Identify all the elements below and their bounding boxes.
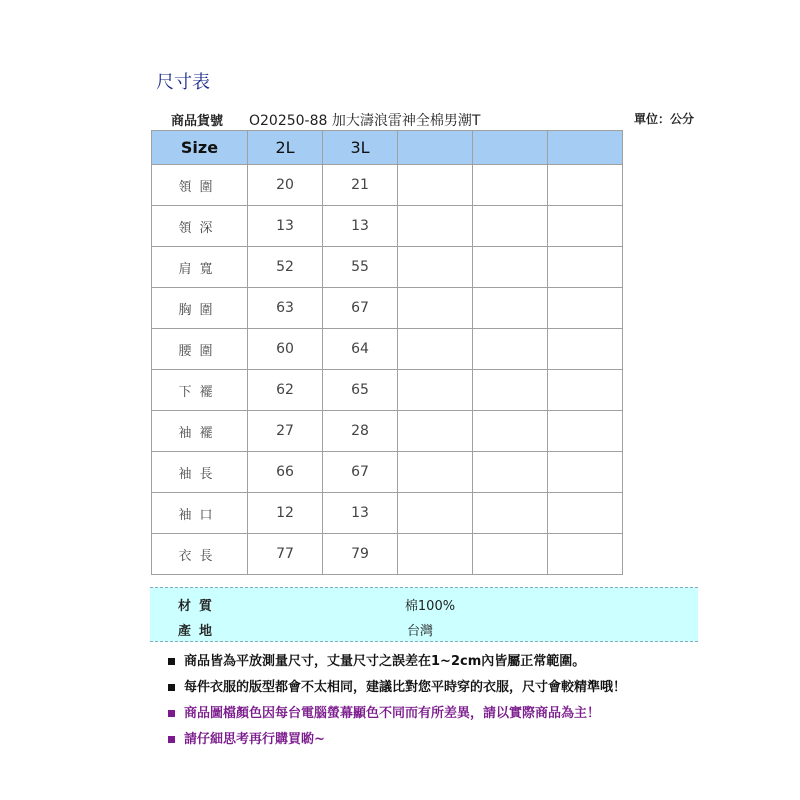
table-cell: [473, 452, 548, 493]
table-row: [152, 452, 623, 493]
material-value: 棉100%: [404, 599, 456, 614]
table-cell: 13: [323, 206, 398, 247]
table-cell: [473, 165, 548, 206]
measurement-name: 領圍: [152, 165, 248, 206]
table-cell: [473, 206, 548, 247]
table-row: [152, 288, 623, 329]
measurement-name: 領深: [152, 206, 248, 247]
table-row: [152, 411, 623, 452]
table-cell: [548, 370, 623, 411]
table-row: [152, 247, 623, 288]
table-cell: [398, 206, 473, 247]
table-cell: [398, 411, 473, 452]
header-cell: [398, 131, 473, 165]
table-cell: 21: [323, 165, 398, 206]
table-cell: [398, 370, 473, 411]
size-table: [151, 130, 623, 575]
table-cell: 28: [323, 411, 398, 452]
header-cell: 3L: [323, 131, 398, 165]
table-cell: 13: [323, 493, 398, 534]
table-cell: [548, 165, 623, 206]
measurement-name: 袖襬: [152, 411, 248, 452]
table-cell: [473, 411, 548, 452]
table-cell: 52: [248, 247, 323, 288]
size-table-header: [152, 131, 623, 165]
table-cell: [398, 329, 473, 370]
table-cell: 62: [248, 370, 323, 411]
table-cell: 67: [323, 452, 398, 493]
header-cell: 2L: [248, 131, 323, 165]
table-cell: 63: [248, 288, 323, 329]
bullet-square-icon: [168, 684, 175, 691]
table-cell: [398, 165, 473, 206]
table-cell: 66: [248, 452, 323, 493]
material-label: 材質: [178, 599, 221, 614]
table-row: [152, 534, 623, 575]
table-cell: [548, 329, 623, 370]
bullet-square-icon: [168, 658, 175, 665]
measurement-name: 衣長: [152, 534, 248, 575]
table-cell: 20: [248, 165, 323, 206]
table-cell: 67: [323, 288, 398, 329]
table-cell: 65: [323, 370, 398, 411]
table-cell: [473, 534, 548, 575]
table-cell: [473, 493, 548, 534]
measurement-name: 肩寬: [152, 247, 248, 288]
table-row: [152, 329, 623, 370]
note-text: 商品圖檔顏色因每台電腦螢幕顯色不同而有所差異，請以實際商品為主！: [184, 706, 601, 721]
table-cell: 12: [248, 493, 323, 534]
table-cell: 13: [248, 206, 323, 247]
table-cell: [398, 288, 473, 329]
measurement-name: 下襬: [152, 370, 248, 411]
table-cell: [548, 534, 623, 575]
table-row: [152, 370, 623, 411]
table-cell: [398, 452, 473, 493]
page-title: 尺寸表: [156, 72, 210, 93]
table-cell: 60: [248, 329, 323, 370]
note-text: 商品皆為平放測量尺寸，丈量尺寸之誤差在1~2cm內皆屬正常範圍。: [184, 654, 586, 669]
table-cell: [548, 247, 623, 288]
origin-value: 台灣: [406, 624, 433, 639]
origin-label: 產地: [178, 624, 221, 639]
note-text: 每件衣服的版型都會不太相同，建議比對您平時穿的衣服，尺寸會較精準哦！: [184, 680, 627, 695]
table-cell: 64: [323, 329, 398, 370]
table-cell: [398, 534, 473, 575]
note-text: 請仔細思考再行購買喲~: [184, 732, 325, 747]
table-cell: [548, 452, 623, 493]
material-origin-panel: [150, 587, 698, 642]
unit-label: 單位：公分: [634, 112, 695, 126]
measurement-name: 袖長: [152, 452, 248, 493]
table-cell: [473, 288, 548, 329]
table-cell: [473, 329, 548, 370]
table-cell: [548, 288, 623, 329]
measurement-name: 腰圍: [152, 329, 248, 370]
measurement-name: 袖口: [152, 493, 248, 534]
bullet-square-icon: [168, 710, 175, 717]
header-cell: [548, 131, 623, 165]
measurement-name: 胸圍: [152, 288, 248, 329]
table-cell: [473, 247, 548, 288]
header-cell: Size: [152, 131, 248, 165]
table-cell: 55: [323, 247, 398, 288]
product-code-value: O20250-88 加大濤浪雷神全棉男潮T: [249, 113, 481, 129]
table-cell: [398, 247, 473, 288]
table-cell: 27: [248, 411, 323, 452]
table-cell: 77: [248, 534, 323, 575]
table-cell: [548, 493, 623, 534]
product-code-label: 商品貨號: [171, 114, 224, 129]
table-cell: [473, 370, 548, 411]
header-cell: [473, 131, 548, 165]
table-row: [152, 206, 623, 247]
table-cell: [548, 206, 623, 247]
table-cell: [398, 493, 473, 534]
table-cell: [548, 411, 623, 452]
table-cell: 79: [323, 534, 398, 575]
bullet-square-icon: [168, 736, 175, 743]
table-row: [152, 493, 623, 534]
table-row: [152, 165, 623, 206]
